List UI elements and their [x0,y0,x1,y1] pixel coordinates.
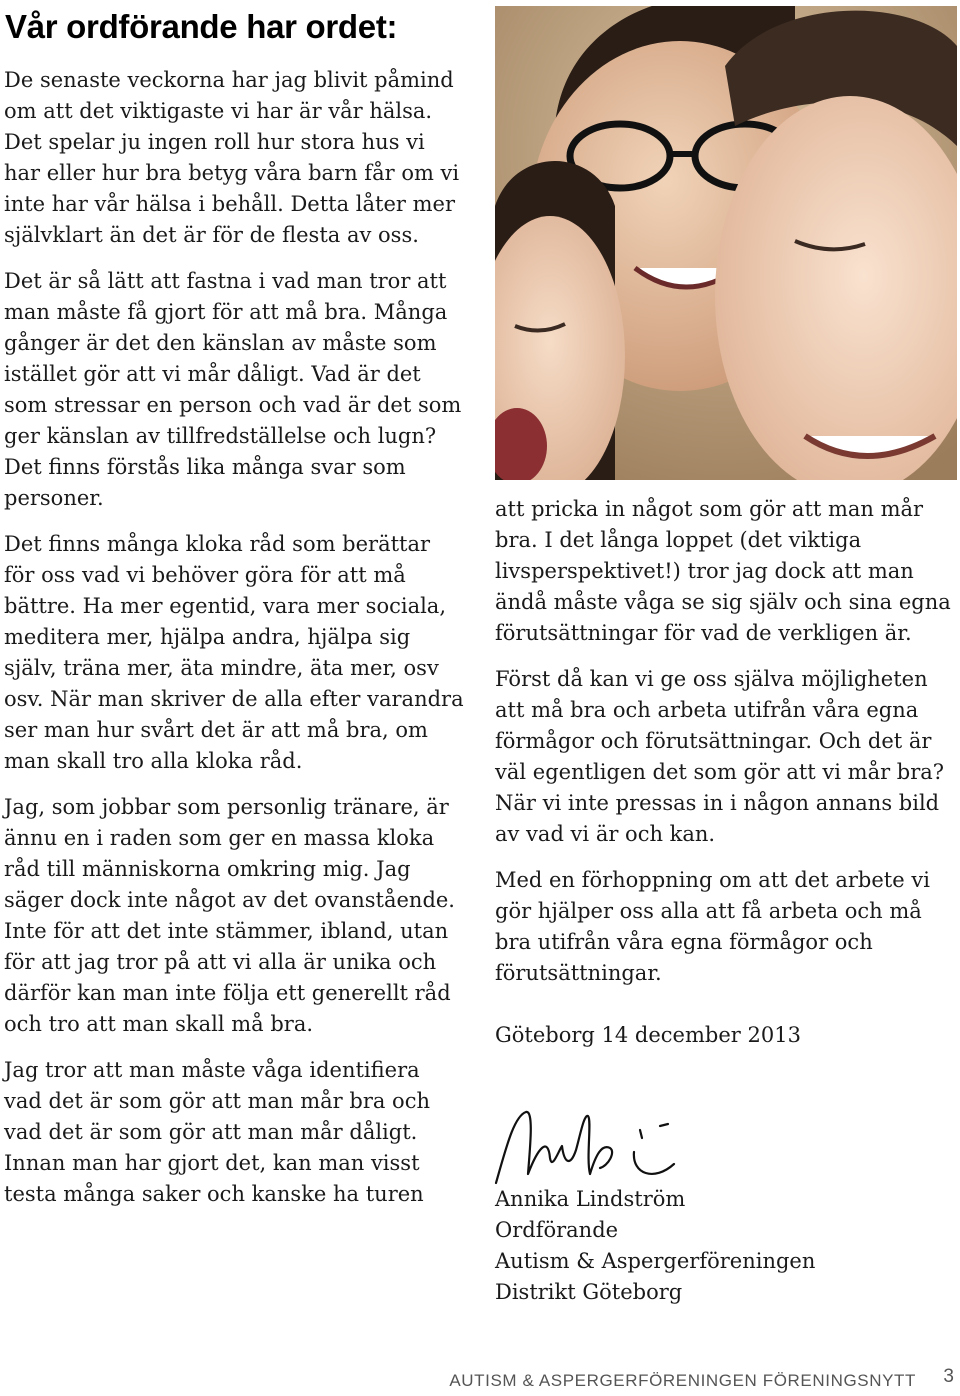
signature-image [492,1108,692,1188]
paragraph: Det finns många kloka råd som berättar för oss vad vi behöver göra för att må bättre. Ha mer egentid, vara mer sociala, meditera mer, hjälpa andra, hjälpa sig själv, träna mer, äta mindre, äta mer, osv osv. När man skriver de alla efter varandra ser man hur svårt det är att må bra, om man skall tro alla kloka råd. [4,532,464,773]
paragraph: Med en förhoppning om att det arbete vi gör hjälper oss alla att få arbeta och må bra utifrån våra egna förmågor och förutsättningar. [495,868,930,985]
paragraph: Jag, som jobbar som personlig tränare, är ännu en i raden som ger en massa kloka råd till människorna omkring mig. Jag säger dock inte något av det ovanstående. Inte för att det inte stämmer, ibland, utan för att jag tror på att vi alla är unika och därför kan man inte följa ett generellt råd och tro att man skall må bra. [4,795,455,1036]
paragraph: att pricka in något som gör att man mår bra. I det långa loppet (det viktiga livsperspektivet!) tror jag dock att man ändå måste våga se sig själv och sina egna förutsättningar för vad de verkligen är. [495,497,951,645]
paragraph: Jag tror att man måste våga identifiera vad det är som gör att man mår bra och vad det är som gör att man mår dåligt. Innan man har gjort det, kan man visst testa många saker och kanske ha turen [4,1058,430,1206]
left-text-column [4,65,464,1225]
signer-district: Distrikt Göteborg [495,1280,683,1304]
signer-name: Annika Lindström [495,1187,686,1211]
letter-date: Göteborg 14 december 2013 [495,1023,801,1047]
footer-publication: AUTISM & ASPERGERFÖRENINGEN FÖRENINGSNYTT [449,1371,916,1390]
page-number: 3 [943,1366,954,1387]
paragraph: Det är så lätt att fastna i vad man tror att man måste få gjort för att må bra. Många gånger är det den känslan av måste som istället gör att vi mår dåligt. Vad är det som stressar en person och vad är det som ger känslan av tillfredställelse och lugn? Det finns förstås lika många svar som personer. [4,269,462,510]
family-photo [495,6,957,480]
signer-block [495,1184,815,1308]
paragraph: De senaste veckorna har jag blivit påmind om att det viktigaste vi har är vår hälsa. Det spelar ju ingen roll hur stora hus vi har eller hur bra betyg våra barn får om vi inte har vår hälsa i behåll. Detta låter mer självklart än det är för de flesta av oss. [4,68,460,247]
signer-organization: Autism & Aspergerföreningen [495,1249,816,1273]
paragraph: Först då kan vi ge oss själva möjligheten att må bra och arbeta utifrån våra egna förmågor och förutsättningar. Och det är väl egentligen det som gör att vi mår bra? När vi inte pressas in i någon annans bild av vad vi är och kan. [495,667,945,846]
signer-role: Ordförande [495,1218,619,1242]
article-title: Vår ordförande har ordet: [5,8,398,45]
right-text-column [495,494,957,1066]
